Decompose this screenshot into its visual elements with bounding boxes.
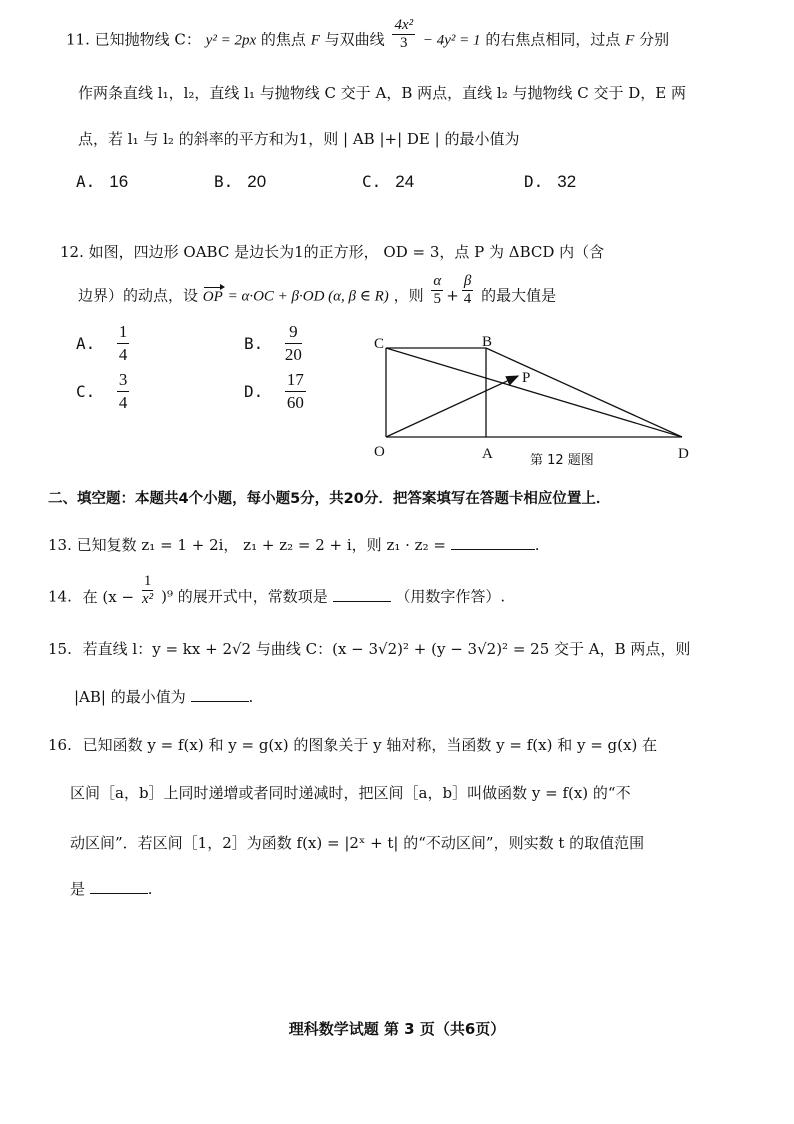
q15-text-2a: |AB| 的最小值为 [74,688,186,706]
q13-number: 13. [48,536,72,554]
q16-line3: 动区间”．若区间［1，2］为函数 f(x) = |2ˣ + t| 的“不动区间”，则实数 t 的取值范围 [70,834,645,852]
q16-line4 [70,882,153,897]
q16-text-1: 已知函数 y = f(x) 和 y = g(x) 的图象关于 y 轴对称，当函数 y = f(x) 和 y = g(x) 在 [82,736,658,754]
q11-option-a-label: A. [76,172,96,191]
q11-option-c [362,172,414,192]
q11-text-b: 的焦点 [260,30,306,49]
q12-option-a-label: A. [76,334,96,353]
q12-line2: 边界）的动点，设 OP = α·OC + β·OD (α, β ∈ R) ，则 $\frac{\alpha}{5}$ + $\frac{\beta}{4}$ 的最大值是 [78,273,557,307]
label-p: P [522,370,531,386]
q12-option-d-label: D. [244,382,264,401]
q14-fraction [142,574,154,607]
q12-alpha: α [433,273,442,289]
q12-option-d-den: 60 [286,393,304,412]
q12-option-b-label: B. [244,334,264,353]
q11-fraction [392,18,415,51]
q11-option-b-value: 20 [247,172,267,191]
q11-option-a [76,172,128,192]
q11-line2: 作两条直线 l₁，l₂，直线 l₁ 与抛物线 C 交于 A，B 两点，直线 l₂ 与抛物线 C 交于 D，E 两 [78,84,687,102]
q13-line [48,538,539,553]
figure-caption: 第 12 题图 [530,453,594,468]
label-o: O [374,444,385,460]
q11-number: 11. [66,30,90,49]
q11-text-f: 分别 [639,30,670,49]
q12-frac-beta [462,274,473,307]
q12-text-2a: 边界）的动点，设 [78,286,199,305]
q16-text-4b: . [147,880,153,898]
q12-option-c-num: 3 [117,370,130,392]
q14-frac-denominator: x² [142,591,154,607]
q14-line [48,573,506,607]
label-c: C [374,336,385,352]
q11-text-a: 已知抛物线 C： [94,30,201,49]
q11-option-c-value: 24 [395,172,415,191]
q12-frac-alpha [431,274,443,307]
q12-option-a-frac [117,322,130,365]
q12-option-d [244,370,309,413]
q16-line1 [48,738,657,753]
q12-four: 4 [463,291,472,307]
q11-line3: 点，若 l₁ 与 l₂ 的斜率的平方和为1，则 | AB |+| DE | 的最小值为 [78,130,520,148]
q14-text-a: 在 (x − [82,587,135,606]
q16-number: 16. [48,736,72,754]
q11-point-f: F [310,32,320,49]
q12-line1 [60,245,604,260]
q15-line1 [48,642,690,657]
q13-text-a: 已知复数 z₁ = 1 + 2i， z₁ + z₂ = 2 + i，则 z₁ · z₂ = [76,536,446,554]
q11-frac-denominator: 3 [400,35,408,51]
q12-text-2c: 的最大值是 [481,286,557,305]
q14-answer-blank[interactable] [333,601,391,602]
q11-option-d [524,172,576,192]
q12-vector-op: OP [202,288,223,305]
section2-header: 二、填空题：本题共4个小题，每小题5分，共20分．把答案填写在答题卡相应位置上． [48,491,611,507]
label-b: B [482,334,493,350]
q12-option-c-frac [117,370,130,413]
q11-frac-numerator: 4x² [394,17,414,33]
q12-text-1: 如图，四边形 OABC 是边长为1的正方形， OD = 3，点 P 为 ΔBCD 内（含 [88,243,605,261]
q15-text-2b: . [248,688,254,706]
vector-op-arrow [386,376,518,437]
q12-figure [368,330,708,470]
label-a: A [482,446,493,462]
q12-option-c [76,370,132,413]
q14-number: 14. [48,587,72,606]
q12-option-b-num: 9 [285,322,302,344]
q11-parabola-eq: y² = 2px [205,32,257,49]
q11-hyperbola-rest: − 4y² = 1 [422,32,481,49]
q14-text-c: （用数字作答）. [395,587,506,606]
q12-option-b [244,322,305,365]
q11-text-c: 与双曲线 [324,30,385,49]
q12-option-a-den: 4 [118,345,128,364]
q14-frac-numerator: 1 [143,573,152,589]
q15-number: 15. [48,640,72,658]
q12-option-b-frac [285,322,302,365]
q11-option-a-value: 16 [109,172,129,191]
q12-option-c-label: C. [76,382,96,401]
q11-text-e: 的右焦点相同，过点 [485,30,621,49]
q12-text-2b: ，则 [393,286,424,305]
q11-option-b [214,172,266,192]
q16-line2: 区间［a，b］上同时递增或者同时递减时，把区间［a，b］叫做函数 y = f(x) 的“不 [70,784,631,802]
q11-option-d-label: D. [524,172,544,191]
q14-text-b: )⁹ 的展开式中，常数项是 [161,587,328,606]
q12-option-d-frac [285,370,306,413]
q12-vector-eq: = α·OC + β·OD (α, β ∈ R) [227,288,389,305]
q11-option-b-label: B. [214,172,234,191]
q16-text-4a: 是 [70,880,86,898]
q16-answer-blank[interactable] [90,893,148,894]
page-footer: 理科数学试题 第 3 页（共6页） [288,1020,506,1038]
q15-answer-blank[interactable] [191,701,249,702]
q15-line2 [74,690,253,705]
q12-option-b-den: 20 [284,345,302,364]
segment-bd [486,348,682,437]
q13-text-b: . [534,536,540,554]
q12-option-c-den: 4 [118,393,128,412]
q13-answer-blank[interactable] [451,549,535,550]
q12-beta: β [463,273,472,289]
q11-option-d-value: 32 [557,172,577,191]
q15-text-1: 若直线 l：y = kx + 2√2 与曲线 C：(x − 3√2)² + (y − 3√2)² = 25 交于 A，B 两点，则 [82,640,691,658]
label-d: D [678,446,689,462]
q12-five: 5 [433,291,442,307]
q11-point-f-2: F [625,32,635,49]
q12-number: 12. [60,243,84,261]
q12-option-d-num: 17 [285,370,306,392]
q12-option-a [76,322,132,365]
q11-option-c-label: C. [362,172,382,191]
q11-line1 [66,17,670,51]
segment-cd [386,348,682,437]
q12-option-a-num: 1 [117,322,130,344]
